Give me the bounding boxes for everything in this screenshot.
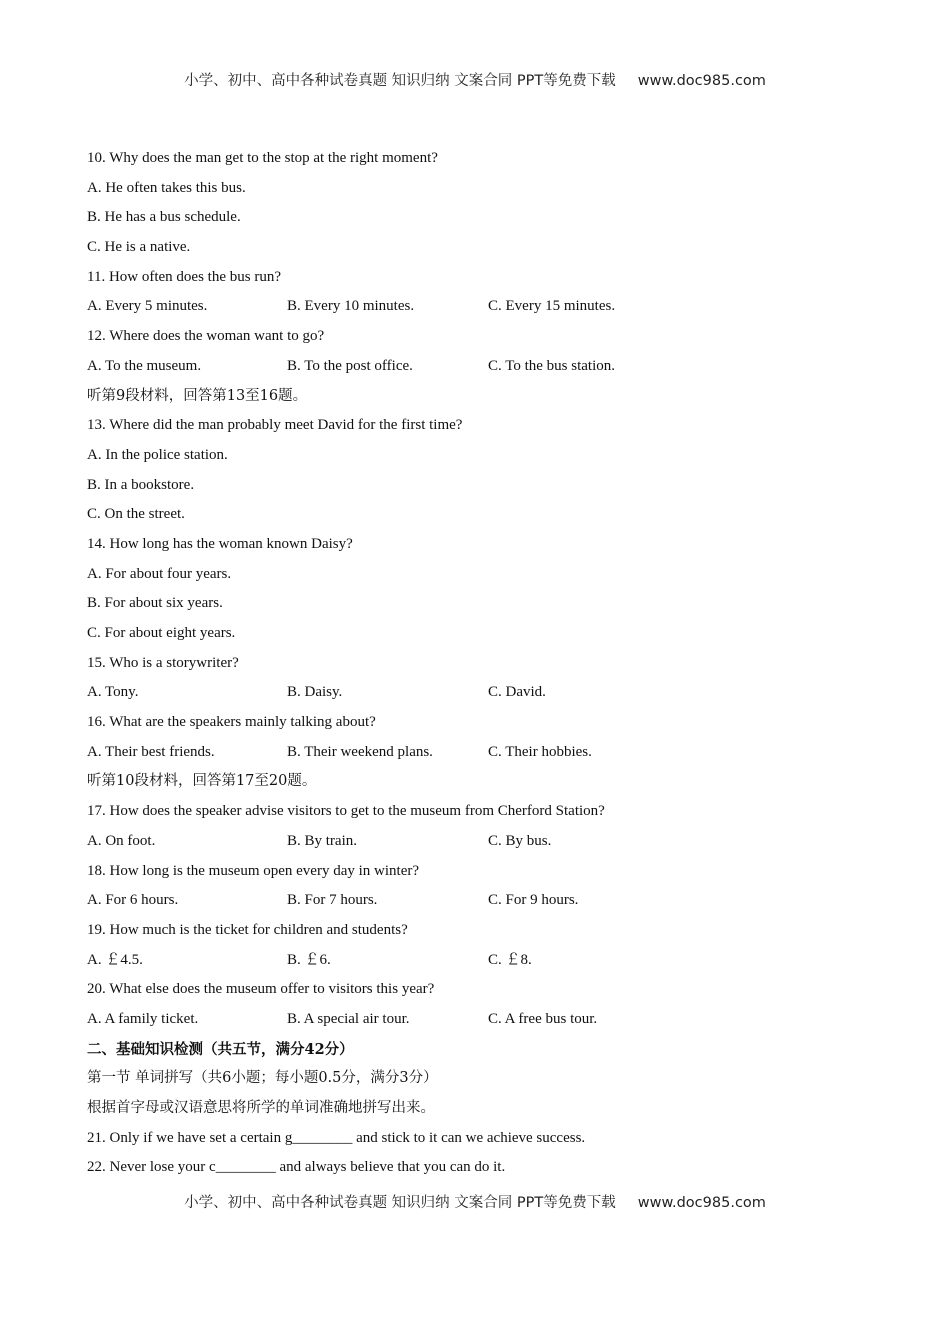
question-19: 19. How much is the ticket for children and students? [87, 921, 408, 938]
q11-option-c: C. Every 15 minutes. [488, 298, 616, 315]
q15-option-a: A. Tony. [87, 684, 139, 701]
section-10-instruction: 听第10段材料，回答第17至20题。 [87, 773, 317, 790]
q18-options [87, 886, 887, 916]
q19-option-c: C. ￡8. [488, 951, 532, 968]
exam-content [87, 144, 887, 1183]
q17-option-c: C. By bus. [488, 832, 552, 849]
question-14: 14. How long has the woman known Daisy? [87, 535, 353, 552]
q14-option-a: A. For about four years. [87, 565, 232, 582]
q12-option-a: A. To the museum. [87, 357, 202, 374]
question-11: 11. How often does the bus run? [87, 268, 281, 285]
q20-option-a: A. A family ticket. [87, 1010, 199, 1027]
q15-option-c: C. David. [488, 684, 546, 701]
q17-option-b: B. By train. [287, 832, 357, 849]
question-10: 10. Why does the man get to the stop at the right moment? [87, 150, 438, 166]
question-15: 15. Who is a storywriter? [87, 654, 239, 671]
question-13: 13. Where did the man probably meet David for the first time? [87, 417, 463, 434]
q12-option-c: C. To the bus station. [488, 357, 616, 374]
section-9-instruction: 听第9段材料，回答第13至16题。 [87, 387, 308, 404]
header-text: 小学、初中、高中各种试卷真题 知识归纳 文案合同 PPT等免费下载 [184, 73, 616, 89]
q18-option-b: B. For 7 hours. [287, 892, 378, 909]
q11-options [87, 292, 887, 322]
part-2-instruction: 根据首字母或汉语意思将所学的单词准确地拼写出来。 [87, 1100, 435, 1116]
q14-option-b: B. For about six years. [87, 595, 223, 612]
part-2-section-1-heading: 第一节 单词拼写（共6小题；每小题0.5分，满分3分） [87, 1070, 438, 1087]
page-footer [0, 1191, 950, 1212]
q10-option-a: A. He often takes this bus. [87, 179, 246, 196]
header-site-link[interactable]: www.doc985.com [637, 73, 766, 89]
footer-text: 小学、初中、高中各种试卷真题 知识归纳 文案合同 PPT等免费下载 [184, 1195, 616, 1211]
q20-option-c: C. A free bus tour. [488, 1010, 598, 1027]
q14-option-c: C. For about eight years. [87, 625, 236, 641]
q20-options [87, 1005, 887, 1035]
q13-option-b: B. In a bookstore. [87, 476, 195, 493]
q15-option-b: B. Daisy. [287, 684, 343, 701]
q11-option-b: B. Every 10 minutes. [287, 298, 415, 315]
page-header [0, 69, 950, 90]
q19-options [87, 946, 887, 976]
question-18: 18. How long is the museum open every day in winter? [87, 862, 420, 879]
q16-option-a: A. Their best friends. [87, 743, 215, 760]
part-2-heading: 二、基础知识检测（共五节，满分42分） [87, 1040, 354, 1058]
question-22: 22. Never lose your c________ and always believe that you can do it. [87, 1159, 506, 1176]
q18-option-c: C. For 9 hours. [488, 892, 579, 909]
q16-option-b: B. Their weekend plans. [287, 743, 433, 760]
q12-option-b: B. To the post office. [287, 357, 413, 374]
question-12: 12. Where does the woman want to go? [87, 328, 325, 345]
question-21: 21. Only if we have set a certain g________ and stick to it can we achieve success. [87, 1129, 586, 1146]
footer-site-link[interactable]: www.doc985.com [637, 1195, 766, 1211]
q17-options [87, 827, 887, 857]
q11-option-a: A. Every 5 minutes. [87, 298, 208, 315]
question-20: 20. What else does the museum offer to visitors this year? [87, 981, 435, 998]
q13-option-a: A. In the police station. [87, 446, 228, 463]
q10-option-c: C. He is a native. [87, 239, 191, 256]
q16-options [87, 738, 887, 768]
q19-option-a: A. ￡4.5. [87, 951, 143, 968]
question-17: 17. How does the speaker advise visitors to get to the museum from Cherford Station? [87, 803, 605, 820]
q18-option-a: A. For 6 hours. [87, 892, 179, 909]
q19-option-b: B. ￡6. [287, 951, 331, 968]
q15-options [87, 678, 887, 708]
q12-options [87, 352, 887, 382]
q17-option-a: A. On foot. [87, 832, 156, 849]
question-16: 16. What are the speakers mainly talking about? [87, 714, 376, 731]
q13-option-c: C. On the street. [87, 506, 185, 523]
q16-option-c: C. Their hobbies. [488, 743, 592, 760]
q10-option-b: B. He has a bus schedule. [87, 209, 241, 226]
q20-option-b: B. A special air tour. [287, 1010, 410, 1027]
